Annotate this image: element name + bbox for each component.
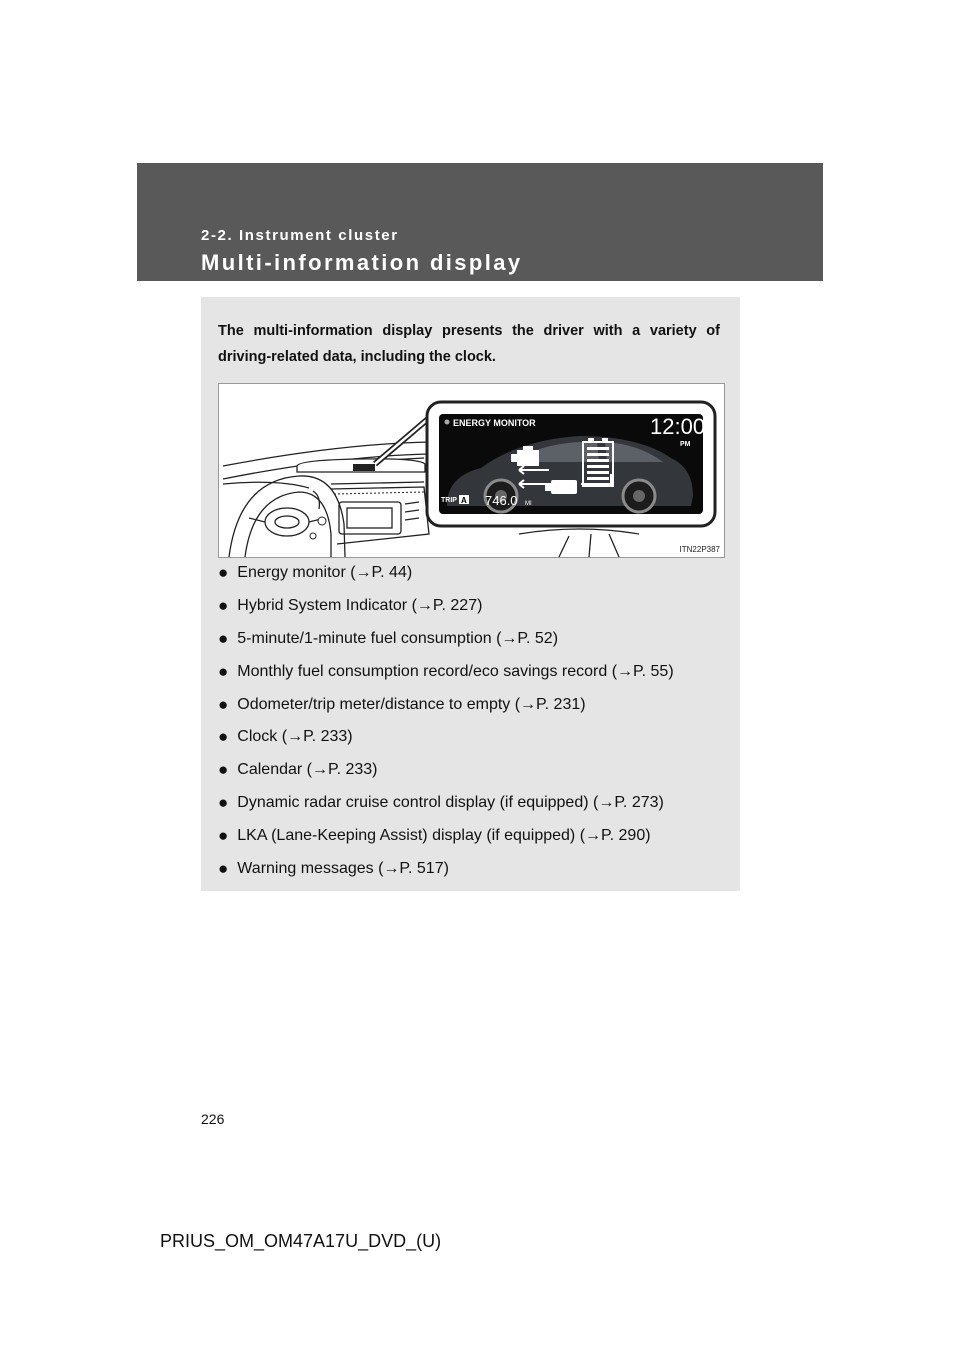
bullet-icon: ●: [218, 694, 229, 714]
bullet-icon: ●: [218, 661, 229, 681]
intro-paragraph: The multi-information display presents the driver with a variety of driving-related data, including the clock.: [218, 323, 720, 365]
list-item-text: Hybrid System Indicator (→P. 227): [237, 597, 483, 615]
page-number: 226: [201, 1111, 225, 1127]
list-item-text: Calendar (→P. 233): [237, 761, 378, 779]
trip-label: TRIP: [441, 497, 457, 504]
figure-id: ITN22P387: [679, 545, 720, 554]
list-item: [218, 721, 728, 754]
screen-am-pm: PM: [680, 441, 691, 448]
list-item: [218, 623, 728, 656]
list-item: [218, 787, 728, 820]
dashboard-illustration: [218, 383, 725, 558]
bullet-icon: ●: [218, 563, 229, 583]
screen-mode-label: ENERGY MONITOR: [453, 418, 536, 428]
list-item: [218, 819, 728, 852]
trip-unit: MI: [525, 501, 532, 507]
bullet-icon: ●: [218, 792, 229, 812]
document-id: PRIUS_OM_OM47A17U_DVD_(U): [160, 1231, 442, 1251]
list-item: [218, 557, 728, 590]
list-item-text: 5-minute/1-minute fuel consumption (→P. 52): [237, 629, 559, 647]
list-item-text: Clock (→P. 233): [237, 728, 353, 746]
bullet-icon: ●: [218, 727, 229, 747]
list-item: [218, 754, 728, 787]
bullet-icon: ●: [218, 760, 229, 780]
list-item-text: Odometer/trip meter/distance to empty (→P. 231): [237, 695, 586, 713]
list-item-text: Energy monitor (→P. 44): [237, 564, 413, 582]
screen-clock: 12:00: [650, 414, 706, 439]
list-item: [218, 655, 728, 688]
bullet-icon: ●: [218, 858, 229, 878]
bullet-icon: ●: [218, 825, 229, 845]
list-item: [218, 688, 728, 721]
dashboard-drawing: [219, 384, 724, 557]
list-item: [218, 852, 728, 885]
bullet-icon: ●: [218, 628, 229, 648]
list-item-text: Dynamic radar cruise control display (if equipped) (→P. 273): [237, 793, 664, 811]
list-item-text: Monthly fuel consumption record/eco savings record (→P. 55): [237, 662, 674, 680]
trip-value: 746.0: [485, 493, 518, 508]
section-label: 2-2. Instrument cluster: [201, 227, 399, 244]
bullet-icon: ●: [218, 596, 229, 616]
list-item-text: LKA (Lane-Keeping Assist) display (if equipped) (→P. 290): [237, 826, 651, 844]
list-item: [218, 590, 728, 623]
list-item-text: Warning messages (→P. 517): [237, 859, 449, 877]
page-title: Multi-information display: [201, 250, 523, 275]
feature-list: [218, 557, 728, 885]
trip-letter: A: [461, 496, 467, 505]
